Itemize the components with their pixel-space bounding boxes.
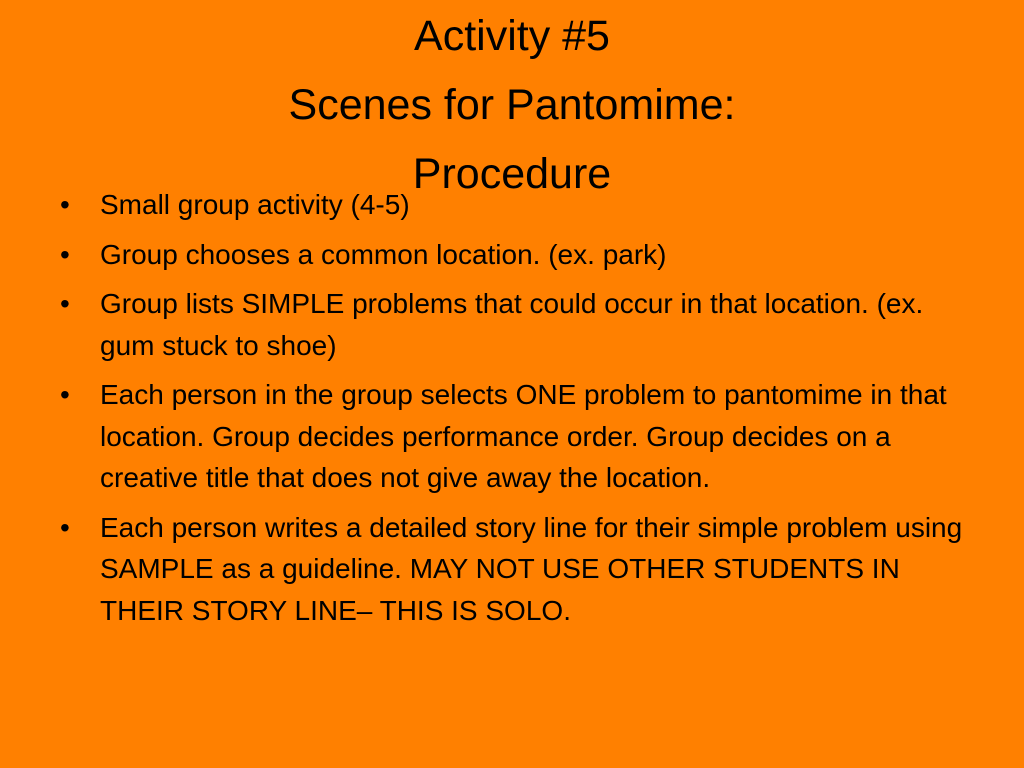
bullet-item — [60, 184, 970, 226]
bullet-list — [60, 184, 970, 631]
bullet-text: Small group activity (4-5) — [100, 189, 410, 220]
bullet-icon: • — [60, 379, 70, 410]
bullet-icon: • — [60, 511, 70, 543]
bullet-item — [60, 234, 970, 276]
bullet-text: Group lists SIMPLE problems that could occur in that location. (ex. gum stuck to shoe) — [100, 288, 924, 361]
title-line-1: Activity #5 — [414, 12, 610, 60]
bullet-text: Each person writes a detailed story line for their simple problem using SAMPLE as a guideline. MAY NOT USE OTHER STUDENTS IN THEIR STORY LINE– THIS IS SOLO. — [100, 511, 963, 626]
bullet-icon: • — [60, 238, 70, 270]
bullet-item — [60, 507, 970, 632]
bullet-icon: • — [60, 189, 70, 220]
title-line-2: Scenes for Pantomime: — [288, 81, 736, 129]
bullet-text: Group chooses a common location. (ex. park) — [100, 238, 667, 270]
bullet-icon: • — [60, 288, 70, 319]
slide-title — [100, 2, 924, 209]
title-line-3: Procedure — [412, 150, 612, 198]
bullet-item — [60, 374, 970, 499]
slide-body — [60, 184, 970, 639]
bullet-text: Each person in the group selects ONE problem to pantomime in that location. Group decides performance order. Group decides on a creative title that does not give away the location. — [100, 379, 947, 493]
bullet-item — [60, 283, 970, 366]
